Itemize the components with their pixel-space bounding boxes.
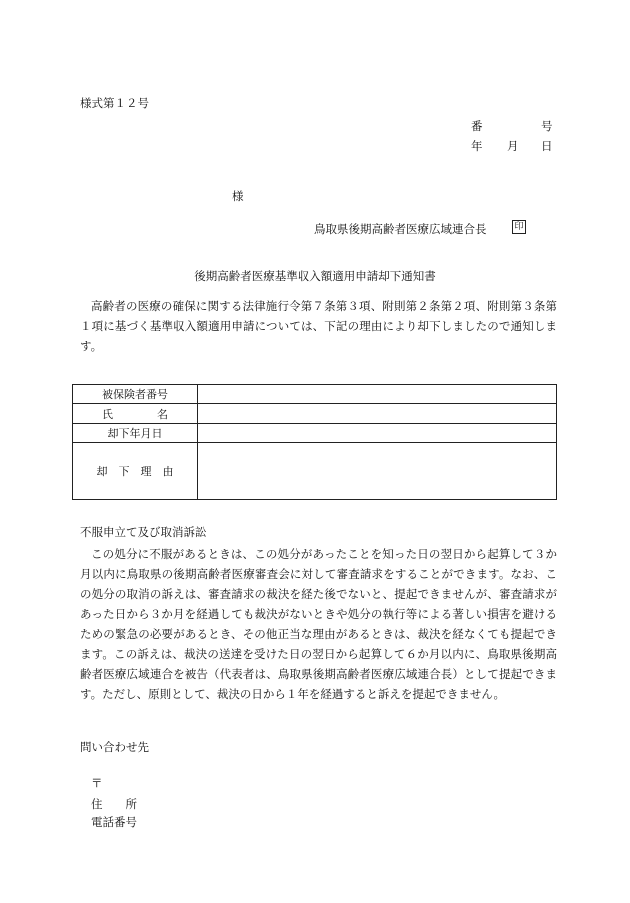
rejection-date-label: 却下年月日	[73, 424, 198, 443]
rejection-reason-label: 却 下 理 由	[73, 443, 198, 500]
rejection-date-value	[198, 424, 557, 443]
postal-mark: 〒	[91, 776, 103, 790]
table-row	[73, 404, 557, 424]
name-label: 氏 名	[73, 404, 198, 424]
form-number: 様式第１２号	[80, 96, 149, 110]
table-row	[73, 424, 557, 443]
table-row	[73, 443, 557, 500]
contact-heading: 問い合わせ先	[80, 740, 149, 754]
phone-label: 電話番号	[91, 815, 137, 829]
appeal-heading: 不服申立て及び取消訴訟	[80, 525, 207, 539]
number-prefix: 番	[471, 119, 483, 133]
document-title: 後期高齢者医療基準収入額適用申請却下通知書	[194, 269, 436, 283]
date-month: 月	[507, 139, 519, 153]
insured-number-value	[198, 385, 557, 404]
rejection-reason-value	[198, 443, 557, 500]
addressee-suffix: 様	[232, 189, 244, 203]
appeal-text: この処分に不服があるときは、この処分があったことを知った日の翌日から起算して３か月以内に鳥取県の後期高齢者医療審査会に対して審査請求をすることができます。なお、この処分の取消の訴えは、審査請求の裁決を経た後でないと、提起できませんが、審査請求があった日から３か月を経過しても裁決がないときや処分の執行等による著しい損害を避けるための緊急の必要があるとき、その他正当な理由があるときは、裁決を経なくても提起できます。この訴えは、裁決の送達を受けた日の翌日から起算して６か月以内に、鳥取県後期高齢者医療広域連合を被告（代表者は、鳥取県後期高齢者医療広域連合長）として提起できます。ただし、原則として、裁決の日から１年を経過すると訴えを提起できません。	[80, 547, 557, 701]
issuer-name: 鳥取県後期高齢者医療広域連合長	[314, 222, 487, 236]
date-year: 年	[471, 139, 483, 153]
address-label: 住 所	[91, 797, 137, 811]
date-day: 日	[541, 139, 553, 153]
notice-body: 高齢者の医療の確保に関する法律施行令第７条第３項、附則第２条第２項、附則第３条第１項に基づく基準収入額適用申請については、下記の理由により却下しましたので通知します。	[80, 299, 557, 353]
name-value	[198, 404, 557, 424]
table-row	[73, 385, 557, 404]
insured-number-label: 被保険者番号	[73, 385, 198, 404]
seal-mark: 印	[512, 220, 526, 234]
info-table	[72, 384, 557, 500]
number-suffix: 号	[541, 119, 553, 133]
